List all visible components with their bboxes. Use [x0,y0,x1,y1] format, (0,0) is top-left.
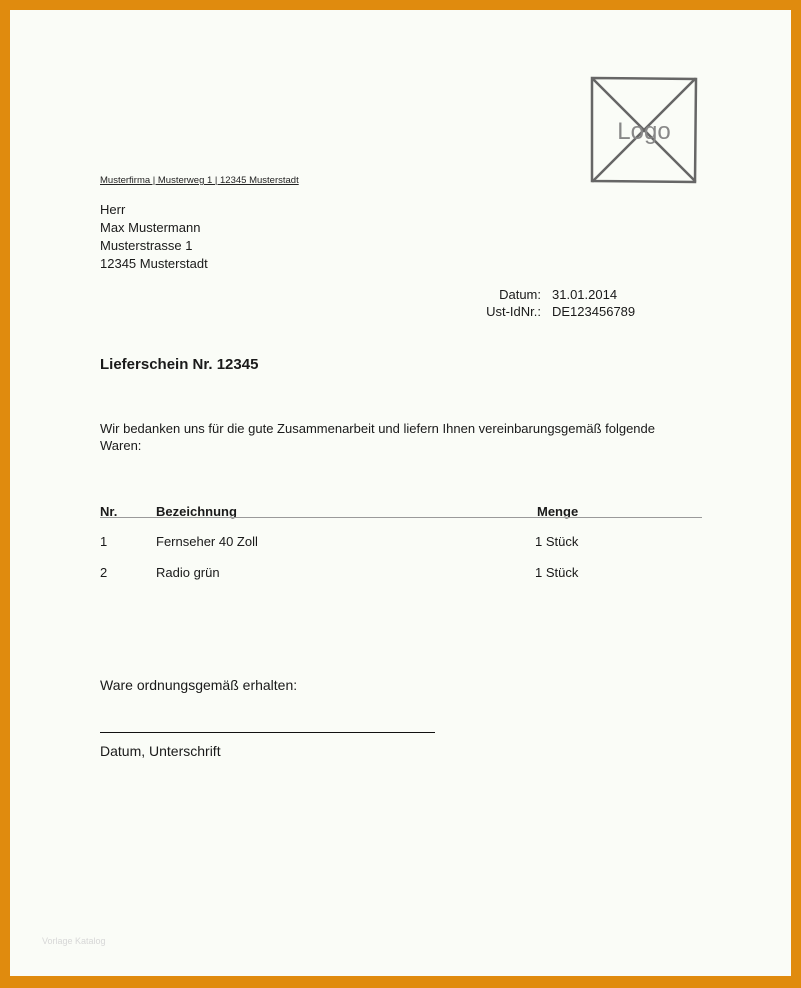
watermark: Vorlage Katalog [42,936,106,946]
recipient-city: 12345 Musterstadt [100,256,208,271]
header-bezeichnung: Bezeichnung [156,504,237,519]
date-label: Datum: [499,287,541,302]
signature-line [100,732,435,733]
recipient-name: Max Mustermann [100,220,201,235]
table-header-rule [100,517,702,518]
logo-placeholder [590,76,698,184]
date-value: 31.01.2014 [552,287,618,302]
receipt-text: Ware ordnungsgemäß erhalten: [100,677,298,693]
vat-value: DE123456789 [552,304,636,319]
row-1-bezeichnung: Fernseher 40 Zoll [156,534,258,549]
row-1-menge: 1 Stück [535,534,579,549]
row-2-nr: 2 [100,565,108,580]
header-menge: Menge [537,504,579,519]
vat-label: Ust-IdNr.: [486,304,541,319]
row-2-menge: 1 Stück [535,565,579,580]
document-title: Lieferschein Nr. 12345 [100,356,259,373]
recipient-address [100,201,208,273]
document-page [10,10,791,976]
document-meta [465,286,635,320]
signature-label: Datum, Unterschrift [100,743,221,759]
row-2-bezeichnung: Radio grün [156,565,220,580]
vat-row [465,303,635,320]
recipient-salutation: Herr [100,202,126,217]
date-row [465,286,635,303]
intro-text: Wir bedanken uns für die gute Zusammenarbeit und liefern Ihnen vereinbarungsgemäß folgende Waren: [100,421,656,453]
logo-text: Logo [617,118,671,145]
recipient-street: Musterstrasse 1 [100,238,193,253]
row-1-nr: 1 [100,534,108,549]
sender-line: Musterfirma | Musterweg 1 | 12345 Musterstadt [100,175,299,186]
header-nr: Nr. [100,504,118,519]
